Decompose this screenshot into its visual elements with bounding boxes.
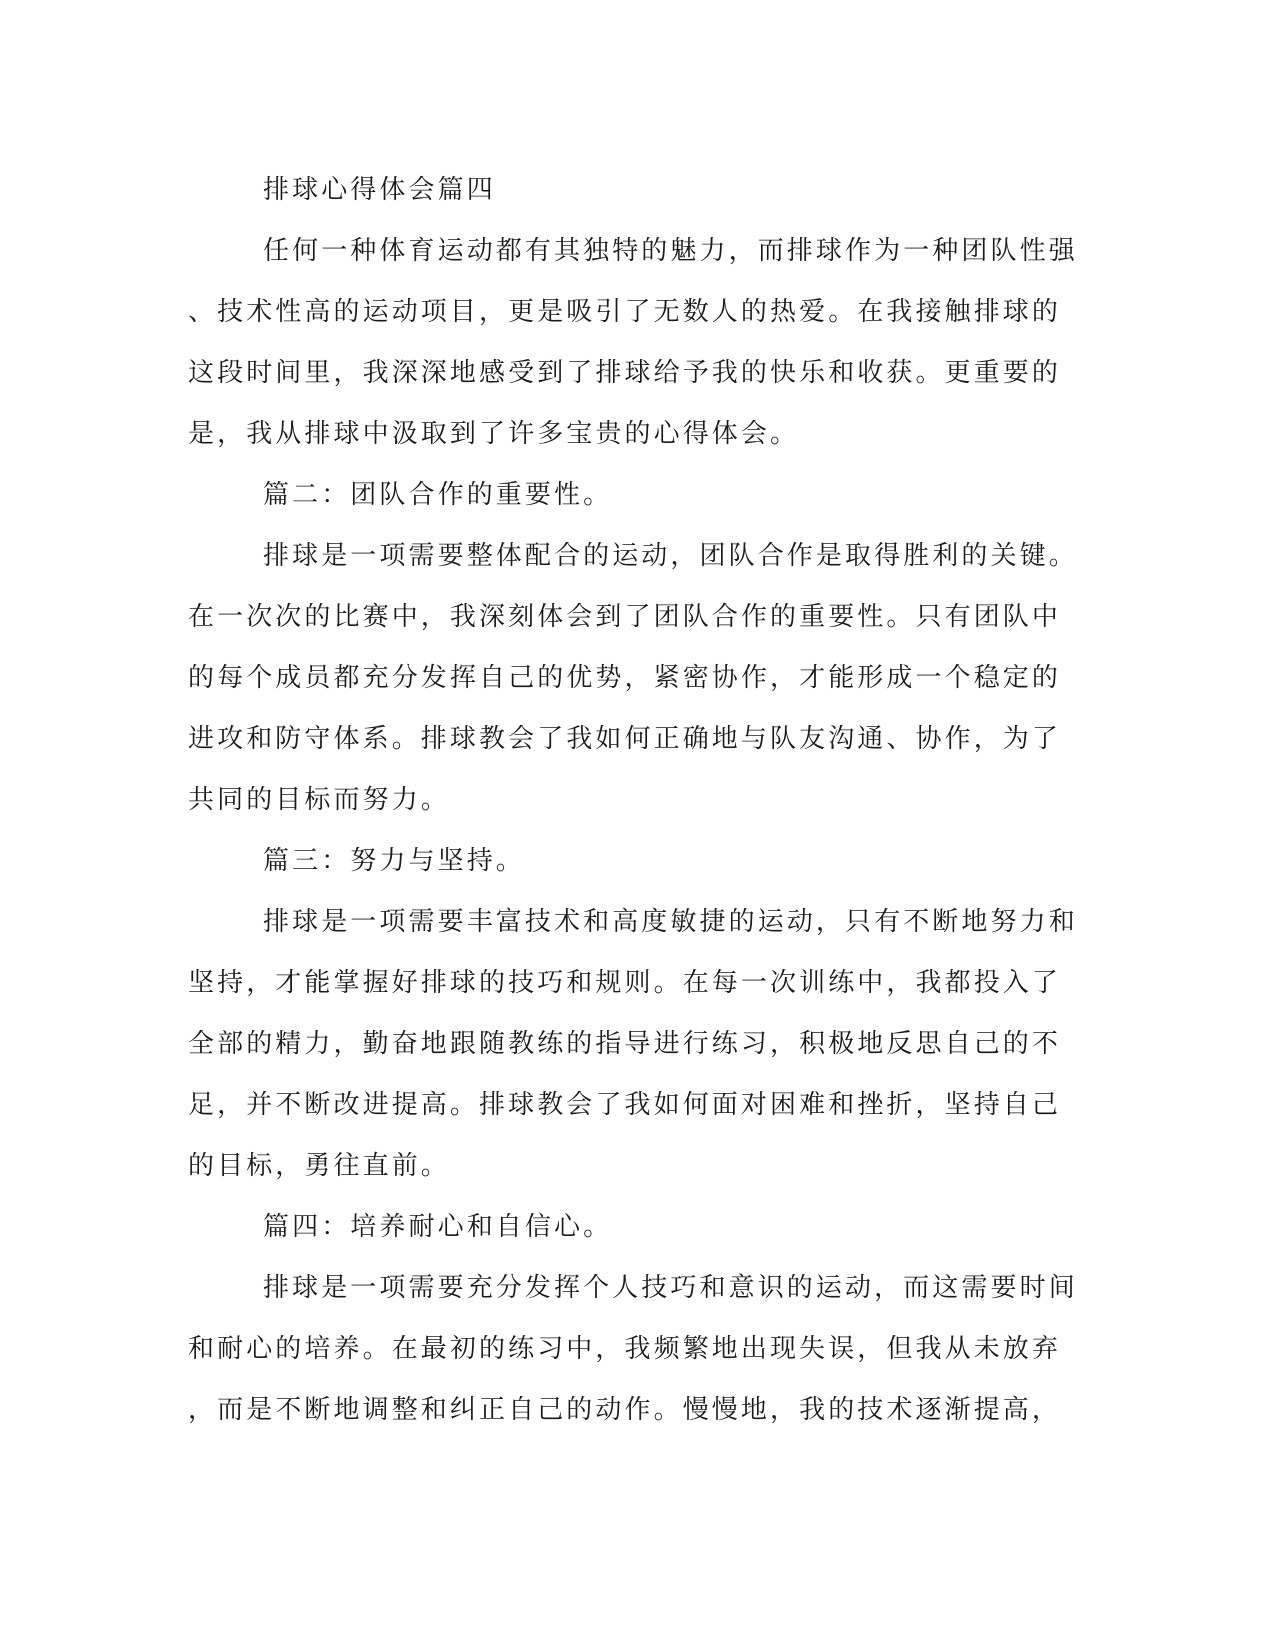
- paragraph-line: 坚持，才能掌握好排球的技巧和规则。在每一次训练中，我都投入了: [188, 968, 1062, 998]
- paragraph-line: 任何一种体育运动都有其独特的魅力，而排球作为一种团队性强: [263, 236, 1078, 266]
- paragraph-line: 排球是一项需要充分发挥个人技巧和意识的运动，而这需要时间: [263, 1273, 1078, 1303]
- paragraph-line: 这段时间里，我深深地感受到了排球给予我的快乐和收获。更重要的: [188, 358, 1062, 388]
- section-heading-effort: 篇三：努力与坚持。: [263, 846, 525, 876]
- paragraph-line: 排球是一项需要丰富技术和高度敏捷的运动，只有不断地努力和: [263, 907, 1078, 937]
- paragraph-line: 和耐心的培养。在最初的练习中，我频繁地出现失误，但我从未放弃: [188, 1334, 1062, 1364]
- paragraph-line: 是，我从排球中汲取到了许多宝贵的心得体会。: [188, 419, 800, 449]
- paragraph-line: 进攻和防守体系。排球教会了我如何正确地与队友沟通、协作，为了: [188, 724, 1062, 754]
- paragraph-line: 、技术性高的运动项目，更是吸引了无数人的热爱。在我接触排球的: [188, 297, 1062, 327]
- paragraph-line: 的每个成员都充分发挥自己的优势，紧密协作，才能形成一个稳定的: [188, 663, 1062, 693]
- paragraph-line: ，而是不断地调整和纠正自己的动作。慢慢地，我的技术逐渐提高，: [188, 1395, 1062, 1425]
- section-heading-teamwork: 篇二：团队合作的重要性。: [263, 480, 613, 510]
- paragraph-line: 全部的精力，勤奋地跟随教练的指导进行练习，积极地反思自己的不: [188, 1029, 1062, 1059]
- paragraph-line: 共同的目标而努力。: [188, 785, 450, 815]
- section-heading-patience: 篇四：培养耐心和自信心。: [263, 1212, 613, 1242]
- paragraph-line: 排球是一项需要整体配合的运动，团队合作是取得胜利的关键。: [263, 541, 1078, 571]
- document-body: [188, 160, 1088, 1441]
- paragraph-line: 在一次次的比赛中，我深刻体会到了团队合作的重要性。只有团队中: [188, 602, 1062, 632]
- paragraph-line: 足，并不断改进提高。排球教会了我如何面对困难和挫折，坚持自己: [188, 1090, 1062, 1120]
- document-title: 排球心得体会篇四: [263, 175, 496, 205]
- paragraph-line: 的目标，勇往直前。: [188, 1151, 450, 1181]
